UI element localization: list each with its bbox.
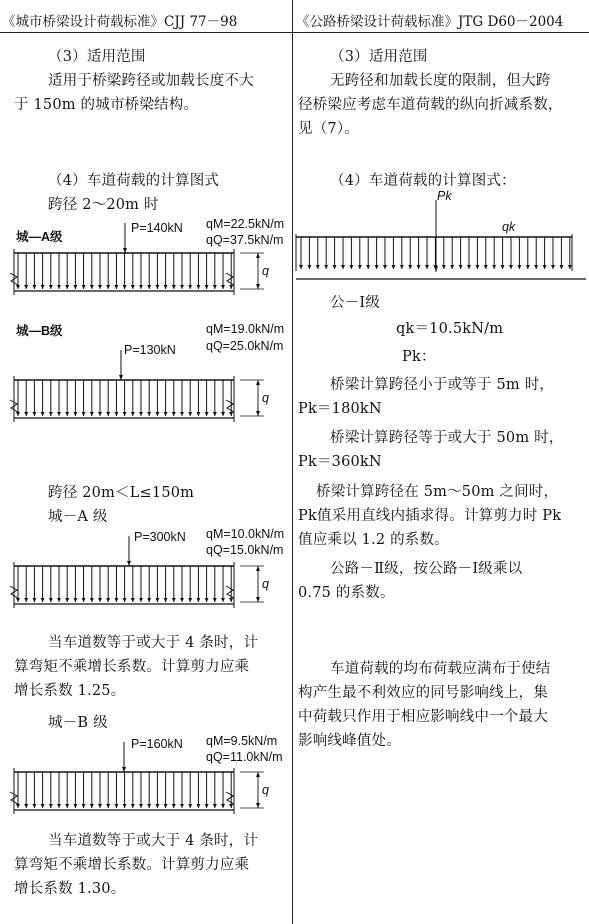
right-rule-a: Pk＝180kN [298,401,382,417]
diagram2-udl-arrow-head [57,412,61,416]
diagram3-udl-arrow-head [98,598,102,602]
diagram4-dim-arrow [256,772,260,777]
right-note: 中荷载只作用于相应影响线中一个最大 [298,709,548,725]
diagram4-udl-arrow-head [205,804,209,808]
diagram1-udl-arrow-head [172,285,176,289]
diagram2-udl-arrow-head [196,412,200,416]
diagram3-udl-arrow-head [155,598,159,602]
right-scope-line: 见（7）。 [298,121,359,137]
diagram4-right-break [226,792,234,804]
diagram3-udl-arrow-head [188,598,192,602]
diagram2-q-label: q [262,391,269,405]
right-rule-a: 桥梁计算跨径小于或等于 5m 时， [330,377,555,393]
diagram2-point-arrow-head [119,375,123,380]
right-diagram-udl-arrow-head [559,265,563,269]
diagram2-dim-arrow [256,411,260,416]
diagram1-dim-arrow [256,284,260,289]
diagram3-udl-arrow-head [16,598,20,602]
diagram4-udl-arrow-head [106,804,110,808]
diagram4-udl-arrow-head [188,804,192,808]
right-diagram-udl-arrow-head [316,265,320,269]
right-diagram-udl-arrow-head [425,265,429,269]
diagram1-udl-arrow-head [65,285,69,289]
diagram3-udl-arrow-head [196,598,200,602]
right-diagram-udl-arrow-head [484,265,488,269]
diagram1-udl-arrow-head [196,285,200,289]
diagram4-udl-arrow-head [196,804,200,808]
diagram4-udl-arrow-head [90,804,94,808]
diagram4-qm: qM=9.5kN/m [206,734,278,748]
diagram3-udl-arrow-head [172,598,176,602]
diagram4-udl-arrow-head [229,804,233,808]
diagram1-udl-arrow-head [98,285,102,289]
right-rule-b: 桥梁计算跨径等于或大于 50m 时， [330,430,564,446]
diagram4-udl-arrow-head [114,804,118,808]
diagram4-udl-arrow-head [123,804,127,808]
diagram1-udl-arrow-head [82,285,86,289]
right-diagram-udl-arrow-head [526,265,530,269]
diagram4-udl-arrow-head [172,804,176,808]
right-note: 影响线峰值处。 [298,733,401,749]
diagram2-udl-arrow-head [41,412,45,416]
diagram1-udl-arrow-head [155,285,159,289]
diagram4-udl-arrow-head [73,804,77,808]
right-grade-2: 0.75 的系数。 [298,585,395,601]
right-diagram-udl-arrow-head [534,265,538,269]
diagram1-q-label: q [262,264,269,278]
diagram1-udl-arrow-head [147,285,151,289]
diagram4-udl-arrow-head [221,804,225,808]
diagram1-udl-arrow-head [49,285,53,289]
diagram2-left-break [10,400,18,412]
right-scope-title: （3）适用范围 [330,49,428,65]
left-scope-line: 于 150m 的城市桥梁结构。 [14,97,199,113]
diagram3-qm: qM=10.0kN/m [206,527,285,541]
right-diagram-udl-arrow-head [333,265,337,269]
diagram2-grade: 城—B级 [16,324,63,338]
diagram3-qq: qQ=15.0kN/m [206,543,284,557]
diagram3-udl-arrow-head [131,598,135,602]
diagram1-point-arrow-head [123,248,127,253]
diagram3-udl-arrow-head [213,598,217,602]
left-scope-line: 适用于桥梁跨径或加载长度不大 [48,73,254,89]
left-span-long: 跨径 20m＜L≤150m [48,485,195,501]
right-diagram-udl-arrow-head [442,265,446,269]
right-diagram-udl-arrow-head [450,265,454,269]
diagram4-udl-arrow-head [131,804,135,808]
diagram1-udl-arrow-head [32,285,36,289]
diagram2-udl-arrow-head [98,412,102,416]
right-diagram-udl-arrow-head [551,265,555,269]
diagram3-udl-arrow-head [41,598,45,602]
right-diagram-udl-arrow-head [400,265,404,269]
diagram2-udl-arrow-head [49,412,53,416]
right-diagram-qk-label: qk [502,220,516,234]
right-diagram-udl-arrow-head [358,265,362,269]
diagram1-udl-arrow-head [106,285,110,289]
diagram3-udl-arrow-head [32,598,36,602]
diagram3-udl-arrow-head [229,598,233,602]
diagram4-udl-arrow-head [24,804,28,808]
diagram3-udl-arrow-head [106,598,110,602]
right-diagram-udl-arrow-head [509,265,513,269]
left-grade-a: 城－A 级 [48,509,108,525]
diagram2-udl-arrow-head [106,412,110,416]
diagram1-right-break [226,273,234,285]
left-scope-title: （3）适用范围 [48,49,146,65]
diagram3-left-break [10,586,18,598]
diagram1-udl-arrow-head [164,285,168,289]
diagram3-p: P=300kN [134,530,186,544]
right-diagram-udl-arrow-head [375,265,379,269]
diagram4-udl-arrow-head [65,804,69,808]
diagram4-point-arrow-head [122,767,126,772]
diagram4-udl-arrow-head [213,804,217,808]
diagram2-udl-arrow-head [90,412,94,416]
diagram1-qq: qQ=37.5kN/m [206,233,284,247]
diagram2-right-break [226,400,234,412]
right-diagram-udl-arrow-head [501,265,505,269]
diagram1-udl-arrow-head [188,285,192,289]
diagram2-udl-arrow-head [188,412,192,416]
left-grade-b: 城－B 级 [48,715,108,731]
diagram4-dim-arrow [256,803,260,808]
diagram1-udl-arrow-head [41,285,45,289]
right-diagram-udl-arrow-head [383,265,387,269]
diagram2-udl-arrow-head [205,412,209,416]
diagram1-udl-arrow-head [73,285,77,289]
diagram2-qm: qM=19.0kN/m [206,322,285,336]
right-diagram-udl-arrow-head [299,265,303,269]
diagram1-left-break [10,273,18,285]
diagram2-udl-arrow-head [123,412,127,416]
diagram1-udl-arrow-head [221,285,225,289]
right-diagram-udl-arrow-head [366,265,370,269]
right-grade-2: 公路－Ⅱ级，按公路－Ⅰ级乘以 [330,561,523,577]
right-diagram-udl-arrow-head [417,265,421,269]
left-scheme-title: （4）车道荷载的计算图式 [48,173,220,189]
diagram2-udl-arrow-head [73,412,77,416]
right-diagram-udl-arrow-head [391,265,395,269]
right-scope-line: 径桥梁应考虑车道荷载的纵向折减系数， [298,97,563,113]
diagram2-udl-arrow-head [131,412,135,416]
right-rule-c: 值应乘以 1.2 的系数。 [298,532,449,548]
diagram2-udl-arrow-head [147,412,151,416]
right-note: 车道荷载的均布荷载应满布于使结 [330,661,551,677]
diagram2-qq: qQ=25.0kN/m [206,339,284,353]
diagram3-udl-arrow-head [49,598,53,602]
right-diagram-udl-arrow-head [543,265,547,269]
diagram4-qq: qQ=11.0kN/m [206,750,283,764]
diagram1-udl-arrow-head [114,285,118,289]
right-diagram-udl-arrow-head [492,265,496,269]
diagram1-udl-arrow-head [205,285,209,289]
diagram1-udl-arrow-head [16,285,20,289]
diagram1-udl-arrow-head [139,285,143,289]
diagram2-dim-arrow [256,380,260,385]
header-right-title: 《公路桥梁设计荷载标准》JTG D60－2004 [296,14,564,30]
right-qk-value: qk＝10.5kN/m [396,321,504,337]
diagram4-udl-arrow-head [98,804,102,808]
diagram1-udl-arrow-head [123,285,127,289]
diagram4-udl-arrow-head [164,804,168,808]
right-diagram-udl-arrow-head [341,265,345,269]
diagram2-udl-arrow-head [65,412,69,416]
diagram2-udl-arrow-head [172,412,176,416]
diagram1-udl-arrow-head [229,285,233,289]
diagram1-udl-arrow-head [24,285,28,289]
diagram2-udl-arrow-head [229,412,233,416]
diagram1-dim-arrow [256,253,260,258]
right-diagram-udl-arrow-head [307,265,311,269]
diagram4-left-break [10,792,18,804]
diagram3-udl-arrow-head [57,598,61,602]
diagram1-udl-arrow-head [213,285,217,289]
diagram4-udl-arrow-head [155,804,159,808]
right-grade-1: 公－Ⅰ级 [330,295,381,311]
diagram4-udl-arrow-head [16,804,20,808]
diagram3-udl-arrow-head [65,598,69,602]
diagram4-q-label: q [262,783,269,797]
diagram3-q-label: q [262,577,269,591]
diagram2-udl-arrow-head [221,412,225,416]
diagram3-dim-arrow [256,566,260,571]
diagram4-udl-arrow-head [49,804,53,808]
right-diagram-udl-arrow-head [568,265,572,269]
diagram2-udl-arrow-head [155,412,159,416]
right-diagram-udl-arrow-head [467,265,471,269]
diagram3-udl-arrow-head [123,598,127,602]
diagram2-udl-arrow-head [32,412,36,416]
diagram4-udl-arrow-head [57,804,61,808]
left-note-b: 算弯矩不乘增长系数。计算剪力应乘 [14,857,250,873]
diagram2-udl-arrow-head [82,412,86,416]
right-diagram-pk-label: Pk [437,189,452,203]
diagram3-right-break [226,586,234,598]
right-diagram-udl-arrow-head [517,265,521,269]
diagram3-udl-arrow-head [164,598,168,602]
right-diagram-udl-arrow-head [349,265,353,269]
left-note-b: 当车道数等于或大于 4 条时，计 [48,833,259,849]
diagram1-udl-arrow-head [57,285,61,289]
right-rule-c: Pk值采用直线内插求得。计算剪力时 Pk [298,508,562,524]
diagram1-grade: 城—A级 [16,230,63,244]
diagram3-udl-arrow-head [139,598,143,602]
diagram3-udl-arrow-head [90,598,94,602]
right-diagram-udl-arrow-head [324,265,328,269]
right-diagram-udl-arrow-head [408,265,412,269]
right-diagram-udl-arrow-head [459,265,463,269]
diagram2-udl-arrow-head [24,412,28,416]
left-note-a: 当车道数等于或大于 4 条时，计 [48,635,259,651]
diagram3-udl-arrow-head [24,598,28,602]
left-note-a: 算弯矩不乘增长系数。计算剪力应乘 [14,659,250,675]
diagram2-udl-arrow-head [180,412,184,416]
right-rule-b: Pk＝360kN [298,454,382,470]
diagram3-point-arrow-head [127,561,131,566]
diagram1-udl-arrow-head [90,285,94,289]
diagram1-qm: qM=22.5kN/m [206,217,285,231]
diagram4-udl-arrow-head [147,804,151,808]
diagram1-udl-arrow-head [131,285,135,289]
right-note: 构产生最不利效应的同号影响线上，集 [298,685,548,701]
diagram3-dim-arrow [256,597,260,602]
diagram3-udl-arrow-head [147,598,151,602]
diagram3-udl-arrow-head [82,598,86,602]
diagram4-p: P=160kN [131,737,183,751]
left-span-short: 跨径 2～20m 时 [48,197,159,213]
diagram3-udl-arrow-head [180,598,184,602]
diagram2-udl-arrow-head [139,412,143,416]
diagram4-udl-arrow-head [180,804,184,808]
diagram1-udl-arrow-head [180,285,184,289]
right-rule-c: 桥梁计算跨径在 5m～50m 之间时， [316,484,559,500]
left-note-a: 增长系数 1.25。 [14,683,126,699]
diagram2-udl-arrow-head [164,412,168,416]
diagram3-udl-arrow-head [114,598,118,602]
right-scope-line: 无跨径和加载长度的限制，但大跨 [330,73,551,89]
right-diagram-udl-arrow-head [475,265,479,269]
diagram4-udl-arrow-head [32,804,36,808]
diagram2-p: P=130kN [124,343,176,357]
header-left-title: 《城市桥梁设计荷载标准》CJJ 77－98 [2,14,238,30]
diagram3-udl-arrow-head [205,598,209,602]
diagram2-udl-arrow-head [114,412,118,416]
diagram4-udl-arrow-head [139,804,143,808]
diagram2-udl-arrow-head [213,412,217,416]
diagram2-udl-arrow-head [16,412,20,416]
diagram4-udl-arrow-head [82,804,86,808]
right-diagram-point-arrow-head [434,266,438,272]
diagram3-udl-arrow-head [221,598,225,602]
right-pk-label: Pk： [402,349,436,365]
left-note-b: 增长系数 1.30。 [14,881,126,897]
diagram4-udl-arrow-head [41,804,45,808]
diagram1-p: P=140kN [131,221,183,235]
diagram3-udl-arrow-head [73,598,77,602]
right-scheme-title: （4）车道荷载的计算图式： [330,173,516,189]
